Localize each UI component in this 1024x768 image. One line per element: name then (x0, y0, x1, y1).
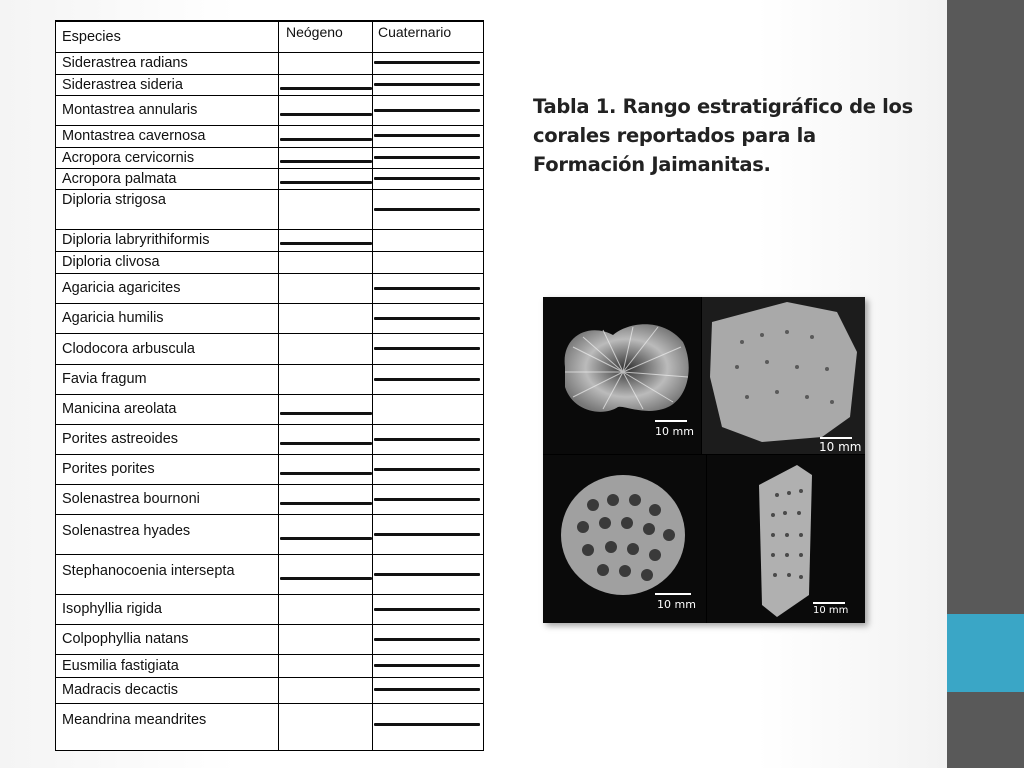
table-row (56, 148, 483, 169)
table-row (56, 252, 483, 274)
cuaternario-range-bar (374, 378, 480, 381)
neogeno-range-bar (280, 160, 372, 163)
table-row (56, 625, 483, 655)
cuaternario-range-bar (374, 156, 480, 159)
species-name: Clodocora arbuscula (62, 340, 195, 357)
species-name: Diploria strigosa (62, 192, 166, 208)
cuaternario-range-bar (374, 287, 480, 290)
cuaternario-range-bar (374, 688, 480, 691)
neogeno-range-bar (280, 472, 372, 475)
table-row (56, 126, 483, 148)
species-name: Meandrina meandrites (62, 712, 207, 728)
neogeno-range-bar (280, 577, 372, 580)
coral-photo (702, 297, 865, 454)
species-name: Solenastrea hyades (62, 523, 191, 539)
species-name: Solenastrea bournoni (62, 491, 200, 507)
table-row (56, 704, 483, 745)
table-row (56, 75, 483, 96)
species-name: Acropora palmata (62, 170, 177, 187)
species-name: Eusmilia fastigiata (62, 657, 179, 674)
plate-coral-image (702, 297, 865, 454)
cuaternario-range-bar (374, 664, 480, 667)
cuaternario-range-bar (374, 723, 480, 726)
header-cuaternario: Cuaternario (378, 24, 452, 40)
neogeno-range-bar (280, 242, 372, 245)
species-name: Agaricia humilis (62, 310, 164, 326)
species-name: Manicina areolata (62, 401, 177, 417)
species-name: Stephanocoenia intersepta (62, 563, 235, 579)
cuaternario-range-bar (374, 573, 480, 576)
table-row (56, 53, 483, 75)
table-row (56, 230, 483, 252)
scale-bar (655, 420, 687, 422)
header-neogeno: Neógeno (286, 24, 343, 40)
scale-label: 10 mm (813, 605, 849, 616)
table-row (56, 334, 483, 365)
cuaternario-range-bar (374, 134, 480, 137)
neogeno-range-bar (280, 181, 372, 184)
table-row (56, 365, 483, 395)
species-name: Colpophyllia natans (62, 631, 189, 647)
species-name: Montastrea annularis (62, 102, 198, 118)
species-name: Favia fragum (62, 371, 147, 387)
species-name: Montastrea cavernosa (62, 128, 206, 144)
cuaternario-range-bar (374, 208, 480, 211)
table-row (56, 678, 483, 704)
scale-bar (813, 602, 845, 604)
table-row (56, 515, 483, 555)
table-row (56, 555, 483, 595)
scale-bar (655, 593, 691, 595)
cuaternario-range-bar (374, 438, 480, 441)
species-name: Isophyllia rigida (62, 601, 162, 617)
table-caption: Tabla 1. Rango estratigráfico de los corales reportados para la Formación Jaimanitas. (533, 95, 913, 176)
cuaternario-range-bar (374, 177, 480, 180)
cuaternario-range-bar (374, 468, 480, 471)
table-row (56, 485, 483, 515)
table-row (56, 655, 483, 678)
table-row (56, 96, 483, 126)
species-name: Siderastrea radians (62, 55, 188, 71)
cuaternario-range-bar (374, 533, 480, 536)
scale-label: 10 mm (655, 425, 694, 438)
header-especies: Especies (62, 29, 121, 45)
neogeno-range-bar (280, 138, 372, 141)
neogeno-range-bar (280, 412, 372, 415)
table-row (56, 455, 483, 485)
cuaternario-range-bar (374, 109, 480, 112)
species-name: Acropora cervicornis (62, 149, 195, 166)
table-row (56, 425, 483, 455)
cuaternario-range-bar (374, 61, 480, 64)
table-header-row (56, 22, 483, 53)
coral-photo (543, 455, 706, 623)
table-row (56, 395, 483, 425)
scale-label: 10 mm (819, 440, 862, 454)
species-name: Diploria clivosa (62, 254, 160, 270)
table-row (56, 595, 483, 625)
scale-bar (820, 437, 852, 439)
neogeno-range-bar (280, 537, 372, 540)
neogeno-range-bar (280, 113, 372, 116)
coral-photo (707, 455, 865, 623)
coral-photo (543, 297, 701, 454)
species-name: Diploria labryrithiformis (62, 232, 210, 248)
right-accent-block (947, 614, 1024, 692)
cuaternario-range-bar (374, 608, 480, 611)
table-row (56, 304, 483, 334)
cuaternario-range-bar (374, 638, 480, 641)
cuaternario-range-bar (374, 317, 480, 320)
species-name: Porites astreoides (62, 431, 179, 447)
species-name: Madracis decactis (62, 682, 179, 698)
coral-photo-panel (543, 297, 865, 623)
neogeno-range-bar (280, 502, 372, 505)
neogeno-range-bar (280, 442, 372, 445)
neogeno-range-bar (280, 87, 372, 90)
cuaternario-range-bar (374, 347, 480, 350)
stratigraphic-table (55, 20, 484, 751)
table-row (56, 169, 483, 190)
branch-coral-image (707, 455, 865, 623)
table-row (56, 190, 483, 230)
cuaternario-range-bar (374, 498, 480, 501)
cuaternario-range-bar (374, 83, 480, 86)
table-row (56, 274, 483, 304)
species-name: Porites porites (62, 461, 155, 477)
species-name: Siderastrea sideria (62, 76, 183, 93)
species-name: Agaricia agaricites (62, 280, 181, 296)
scale-label: 10 mm (657, 598, 696, 611)
